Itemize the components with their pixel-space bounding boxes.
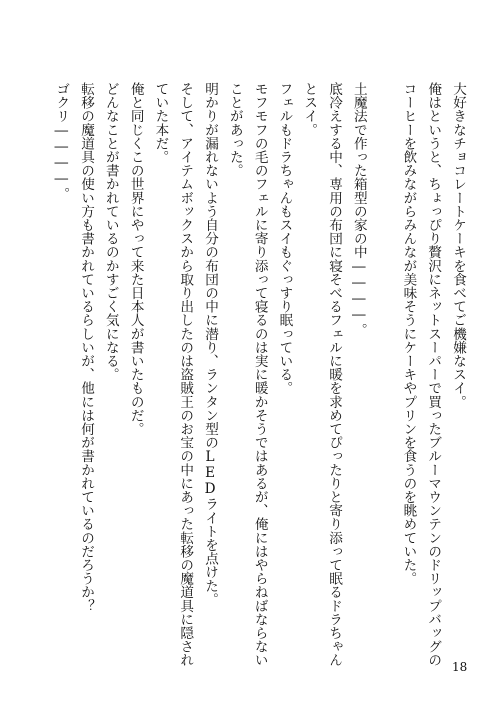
text-line-17: ゴクリ――――。 xyxy=(53,82,70,201)
text-line-3: コーヒーを飲みながらみんなが美味そうにケーキやプリンを食うのを眺めていた。 xyxy=(400,82,417,586)
text-line-12: そして、アイテムボックスから取り出したのは盗賊王のお宝の中にあった転移の魔道具に隠され xyxy=(177,82,194,667)
text-line-16: 転移の魔道具の使い方も書かれているらしいが、他には何が書かれているのだろうか？ xyxy=(78,82,95,613)
text-line-2: 俺はというと、ちょっぴり贅沢にネットスーパーで買ったブルーマウンテンのドリップバッグの xyxy=(425,82,442,667)
text-line-13: ていた本だ。 xyxy=(152,82,169,164)
text-line-1: 大好きなチョコレートケーキを食べてご機嫌なスイ。 xyxy=(450,82,466,409)
text-line-9: モフモフの毛のフェルに寄り添って寝るのは実に暖かそうではあるが、俺にはやらねばならない xyxy=(251,82,268,667)
text-line-6: 底冷えする中、専用の布団に寝そべるフェルに暖を求めてぴったりと寄り添って眠るドラちゃん xyxy=(326,82,343,667)
text-line-7: とスイ。 xyxy=(301,82,318,137)
page-number: 18 xyxy=(452,660,468,674)
blank-line xyxy=(371,82,396,642)
text-line-8: フェルもドラちゃんもスイもぐっすり眠っている。 xyxy=(276,82,293,395)
text-line-11: 明かりが漏れないよう自分の布団の中に潜り、ランタン型のLEDライトを点けた。 xyxy=(202,82,219,606)
text-line-14: 俺と同じくこの世界にやって来た日本人が書いたものだ。 xyxy=(127,82,144,436)
text-line-15: どんなことが書かれているのかすごく気になる。 xyxy=(102,82,119,382)
text-line-10: ことがあった。 xyxy=(226,82,243,178)
text-line-5: 土魔法で作った箱型の家の中――――。 xyxy=(350,82,367,337)
